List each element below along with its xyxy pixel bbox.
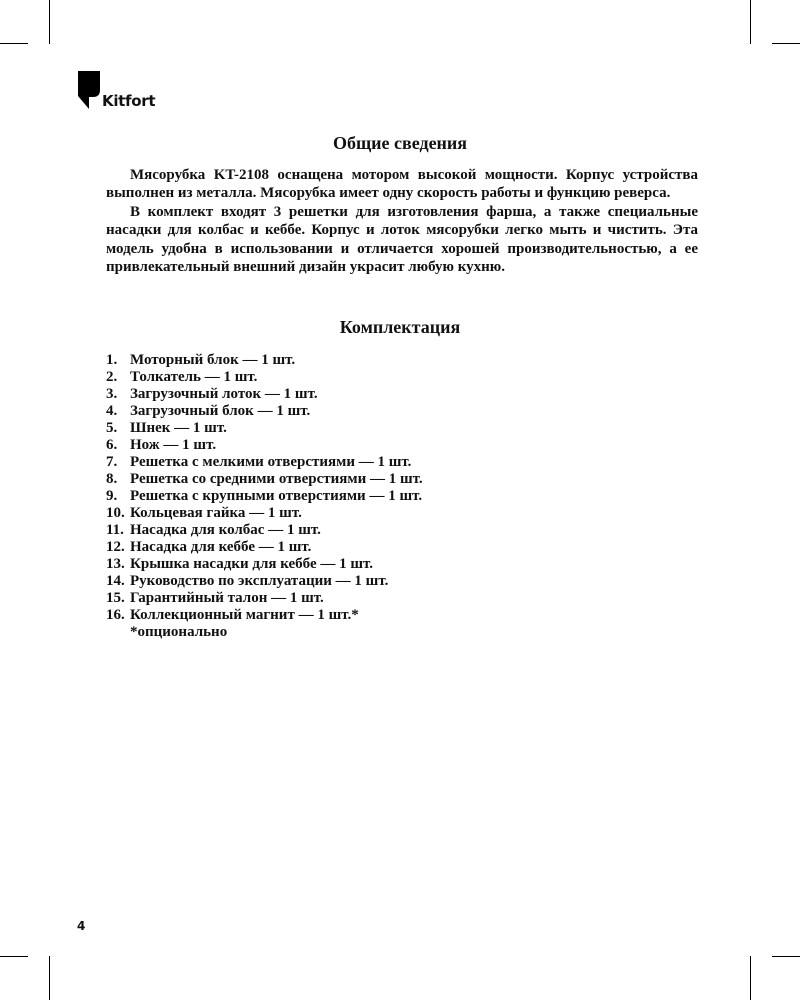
kit-list	[106, 352, 423, 624]
list-item	[106, 369, 423, 386]
kitfort-logo-icon	[78, 71, 100, 109]
crop-mark	[49, 0, 50, 44]
list-item-text: Моторный блок — 1 шт.	[130, 352, 296, 368]
list-item-number: 16.	[106, 607, 125, 623]
list-item	[106, 403, 423, 420]
brand-name: Kitfort	[102, 92, 156, 110]
list-item-number: 5.	[106, 420, 118, 436]
list-item-text: Насадка для кеббе — 1 шт.	[130, 539, 312, 555]
list-item	[106, 556, 423, 573]
list-item-text: Толкатель — 1 шт.	[130, 369, 258, 385]
list-item-number: 2.	[106, 369, 118, 385]
crop-mark	[0, 956, 28, 957]
kit-section-title: Комплектация	[339, 317, 461, 337]
list-item	[106, 505, 423, 522]
list-item	[106, 420, 423, 437]
crop-mark	[49, 956, 50, 1000]
list-item	[106, 352, 423, 369]
general-paragraph: В комплект входят 3 решетки для изготовления фарша, а также специальные насадки для колбас и кеббе. Корпус и лоток мясорубки легко мыть и чистить. Эта модель удобна в использовании и отличается хорошей производительностью, а ее привлекательный внешний дизайн украсит любую кухню.	[106, 203, 698, 276]
list-item-text: Кольцевая гайка — 1 шт.	[130, 505, 302, 521]
list-item-number: 9.	[106, 488, 118, 504]
list-item-text: Насадка для колбас — 1 шт.	[130, 522, 321, 538]
list-item-number: 14.	[106, 573, 125, 589]
brand-logo	[78, 71, 155, 109]
kit-footnote: *опционально	[130, 624, 228, 640]
crop-mark	[750, 0, 751, 44]
list-item-text: Гарантийный талон — 1 шт.	[130, 590, 324, 606]
list-item-text: Решетка с мелкими отверстиями — 1 шт.	[130, 454, 412, 470]
list-item-number: 10.	[106, 505, 125, 521]
list-item-number: 12.	[106, 539, 125, 555]
list-item-number: 4.	[106, 403, 118, 419]
list-item	[106, 573, 423, 590]
list-item-text: Шнек — 1 шт.	[130, 420, 227, 436]
list-item-number: 6.	[106, 437, 118, 453]
list-item	[106, 386, 423, 403]
list-item-number: 11.	[106, 522, 124, 538]
list-item-number: 1.	[106, 352, 118, 368]
general-paragraph: Мясорубка KT-2108 оснащена мотором высокой мощности. Корпус устройства выполнен из металла. Мясорубка имеет одну скорость работы и функцию реверса.	[106, 167, 698, 202]
crop-mark	[772, 43, 800, 44]
list-item-text: Крышка насадки для кеббе — 1 шт.	[130, 556, 374, 572]
crop-mark	[772, 956, 800, 957]
list-item-number: 3.	[106, 386, 118, 402]
list-item-text: Коллекционный магнит — 1 шт.*	[130, 607, 359, 623]
list-item-number: 7.	[106, 454, 118, 470]
general-section-title: Общие сведения	[332, 133, 468, 153]
list-item-text: Руководство по эксплуатации — 1 шт.	[130, 573, 389, 589]
list-item-number: 8.	[106, 471, 118, 487]
list-item	[106, 437, 423, 454]
list-item-number: 13.	[106, 556, 125, 572]
general-section-text	[106, 166, 698, 276]
page-number: 4	[77, 919, 86, 933]
list-item	[106, 454, 423, 471]
list-item	[106, 590, 423, 607]
list-item-text: Загрузочный блок — 1 шт.	[130, 403, 311, 419]
list-item-number: 15.	[106, 590, 125, 606]
list-item-text: Решетка со средними отверстиями — 1 шт.	[130, 471, 423, 487]
list-item	[106, 522, 423, 539]
crop-mark	[750, 956, 751, 1000]
list-item	[106, 607, 423, 624]
list-item-text: Загрузочный лоток — 1 шт.	[130, 386, 318, 402]
crop-mark	[0, 43, 28, 44]
list-item	[106, 488, 423, 505]
list-item	[106, 471, 423, 488]
list-item-text: Нож — 1 шт.	[130, 437, 217, 453]
list-item-text: Решетка с крупными отверстиями — 1 шт.	[130, 488, 423, 504]
list-item	[106, 539, 423, 556]
